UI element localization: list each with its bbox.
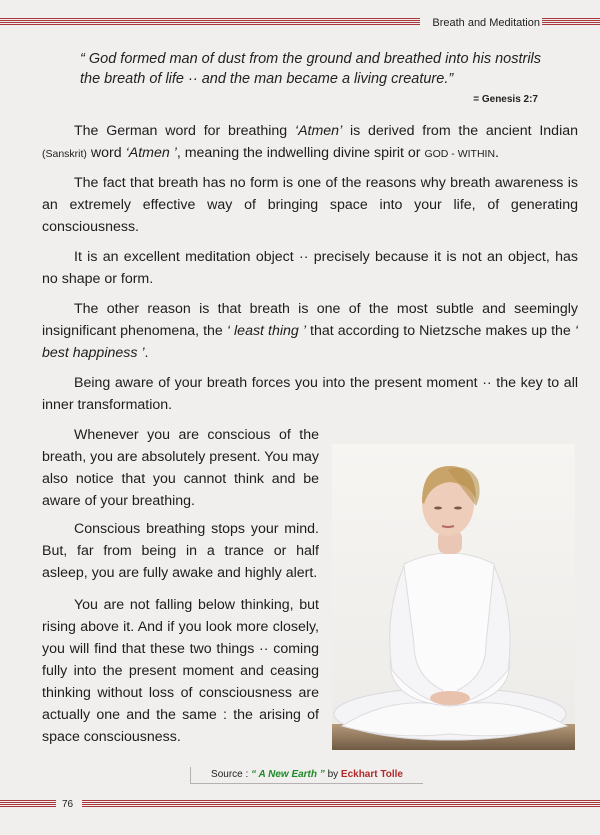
header-rule-end bbox=[542, 18, 600, 27]
text-run: is derived from the ancient Indian bbox=[342, 123, 579, 139]
text-run: that according to Nietzsche makes up the bbox=[305, 323, 575, 339]
source-book-title: “ A New Earth ” bbox=[251, 769, 325, 780]
epigraph-reference: = Genesis 2:7 bbox=[473, 94, 538, 105]
paragraph-rising-above: You are not falling below thinking, but rising above it. And if you look more closely, you will find that these two things ·· coming fully into the present moment and ceasing thinking without loss of consciousness are actually one and the same : the arising of space consciousness. bbox=[42, 597, 319, 745]
paragraph-other-reason bbox=[42, 298, 578, 364]
text-run: ‘ least thing ’ bbox=[226, 323, 306, 339]
text-run: (Sanskrit) bbox=[42, 148, 87, 160]
text-run: The German word for breathing bbox=[74, 123, 295, 139]
text-run: . bbox=[144, 345, 149, 361]
running-header-title: Breath and Meditation bbox=[432, 17, 540, 29]
page-number: 76 bbox=[62, 799, 74, 810]
text-run: ‘Atmen’ bbox=[294, 123, 343, 139]
paragraph-present-moment: Being aware of your breath forces you into the present moment ·· the key to all inner transformation. bbox=[42, 375, 578, 413]
text-run: , meaning the indwelling divine spirit or bbox=[176, 145, 425, 161]
header-rule bbox=[0, 18, 420, 27]
epigraph-quote: “ God formed man of dust from the ground and breathed into his nostrils the breath of life ·· and the man became a living creature.” bbox=[80, 51, 542, 87]
source-author: Eckhart Tolle bbox=[340, 769, 403, 780]
text-run: word bbox=[86, 145, 126, 161]
source-by: by bbox=[327, 769, 339, 780]
paragraph-atmen bbox=[42, 120, 578, 165]
footer-rule-left bbox=[0, 800, 56, 809]
paragraph-conscious-breath: Whenever you are conscious of the breath, you are absolutely present. You may also notice that you cannot think and be aware of your breathing. bbox=[42, 427, 319, 509]
footer-rule-right bbox=[82, 800, 600, 809]
paragraph-meditation-object: It is an excellent meditation object ·· precisely because it is not an object, has no shape or form. bbox=[42, 249, 578, 287]
source-citation bbox=[190, 767, 423, 784]
text-run: The other reason is that breath is one of the most subtle and seemingly insignificant phenomena, the bbox=[42, 301, 578, 339]
text-run: GOD - WITHIN bbox=[424, 148, 496, 160]
paragraph-breath-no-form: The fact that breath has no form is one of the reasons why breath awareness is an extremely effective way of bringing space into your life, of generating consciousness. bbox=[42, 175, 578, 235]
meditation-photo bbox=[332, 444, 575, 750]
paragraph-stops-mind: Conscious breathing stops your mind. But, far from being in a trance or half asleep, you are fully awake and highly alert. bbox=[42, 521, 319, 581]
source-label: Source : bbox=[211, 769, 249, 780]
text-run: ‘ best happiness ’ bbox=[42, 323, 578, 361]
text-run: ‘Atmen ’ bbox=[125, 145, 177, 161]
text-run: . bbox=[495, 145, 499, 161]
